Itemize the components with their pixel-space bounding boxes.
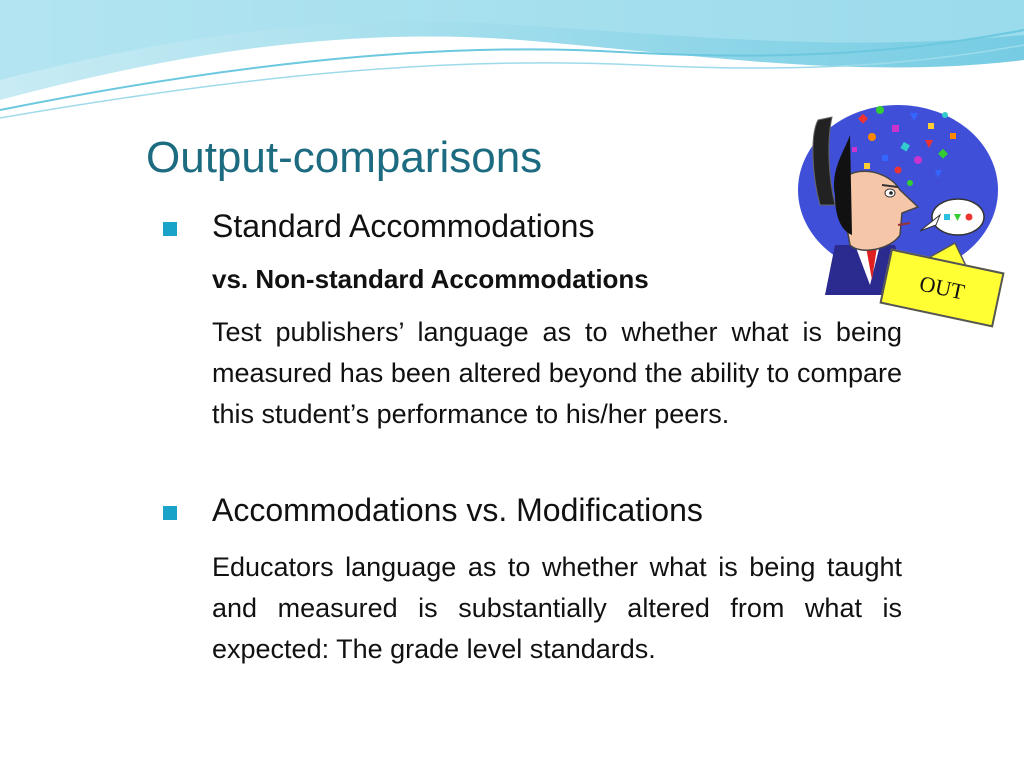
bullet-subheading: vs. Non-standard Accommodations [212,264,649,294]
out-sign-label: OUT [917,270,967,305]
bullet-marker [163,222,177,236]
bullet-heading: Standard Accommodations [212,208,595,244]
bullet-heading: Accommodations vs. Modifications [212,492,703,528]
bullet-paragraph: Test publishers’ language as to whether what is being measured has been altered beyond the ability to compare this student’s performance to his/her peers. [212,317,902,429]
bullet-marker [163,506,177,520]
bullet-paragraph: Educators language as to whether what is being taught and measured is substantially altered from what is expected: The grade level standards. [212,552,902,664]
slide-title: Output-comparisons [146,133,543,182]
